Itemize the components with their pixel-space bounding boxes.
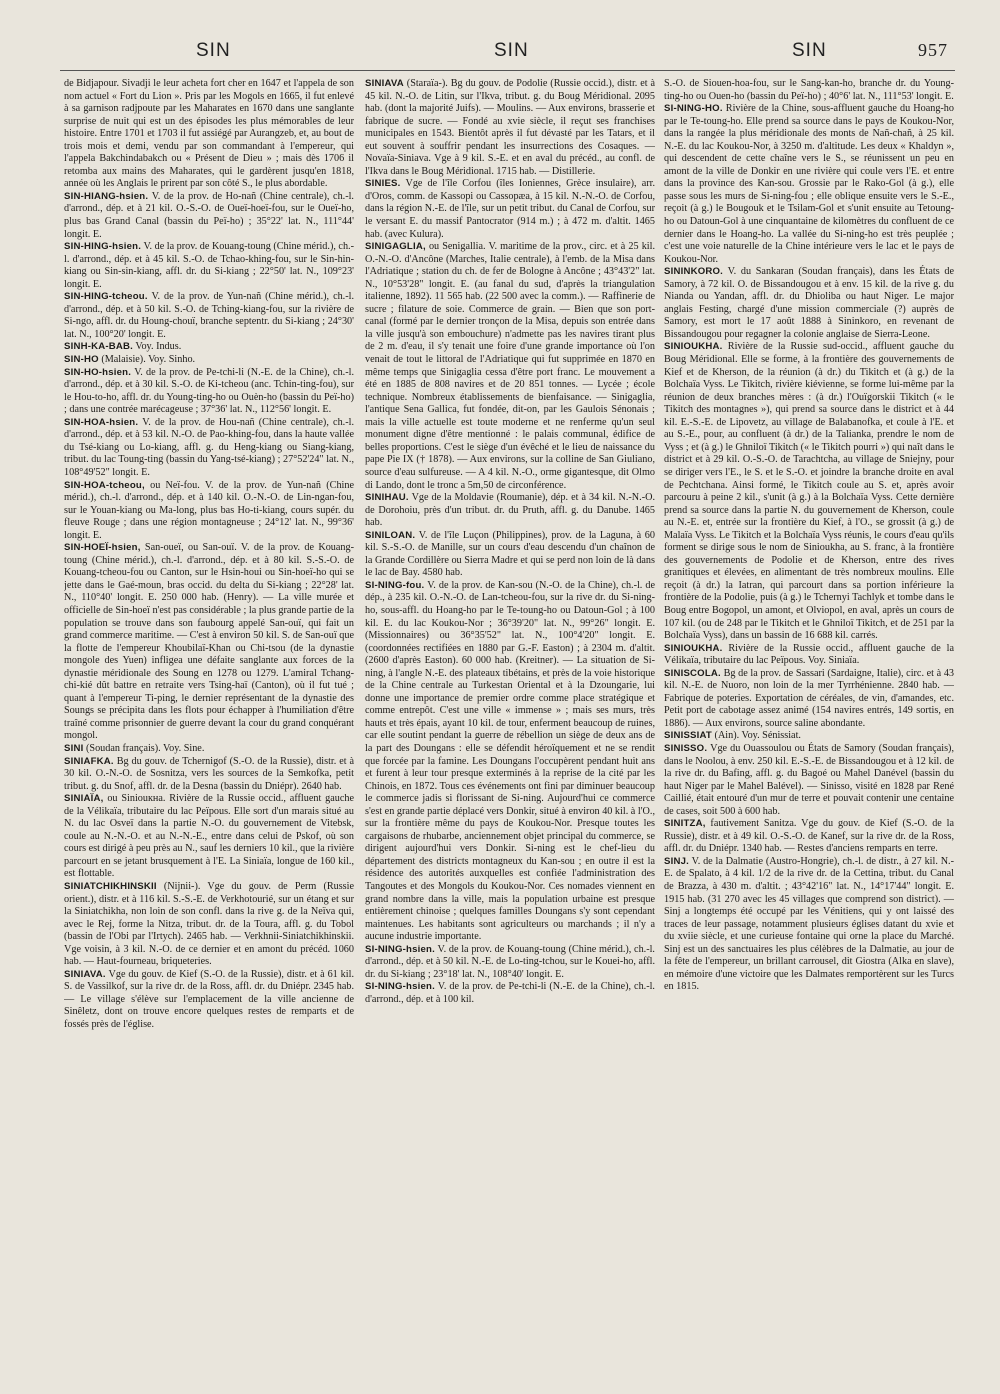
entry-text: V. de la prov. de Kouang-toung (Chine mérid.), ch.-l. d'arrond., dép. et à 45 kil. S.-O. de Tchao-khing-fou, sur le Sin-hin-kiang ou Sin-sin-kiang, affl. dr. du Si-kiang ; 22°50' lat. N., 109°23' longit. E.: [64, 241, 354, 290]
entry-text: V. de l'île Luçon (Philippines), prov. de la Laguna, à 60 kil. S.-S.-O. de Manille, sur un cours d'eau descendu d'un chaînon de la Grande Cordillère ou Sierra Madre et qui se perd non loin de là dans le lac de Bay. 4580 hab.: [365, 529, 655, 579]
entry-headword: SI-NING-HO.: [664, 103, 723, 115]
entry-text: Vge de la Moldavie (Roumanie), dép. et à 34 kil. N.-N.-O. de Dorohoiu, près d'un tribut. dr. du Pruth, affl. g. du Danube. 1465 hab.: [365, 492, 655, 529]
entry-text: V. de la prov. de Kan-sou (N.-O. de la Chine), ch.-l. de dép., à 235 kil. O.-N.-O. de Lan-tcheou-fou, sur la rive dr. du Si-ning-ho, sous-affl. du Hoang-ho par le Te-toung-ho ou Datoun-Gol ; à 100 kil. E. du lac Koukou-Nor ; 36°39'20" lat. N., 99°26" longit. E. (Missionnaires) ou 36°35'52" lat. N., 100°4'20" longit. E. (coordonnées rectifiées en 1880 par G.-F. Easton) ; à 2304 m. d'altit. (2600 d'après Easton). 60 000 hab. (Kreitner). — La situation de Si-ning, à l'angle N.-E. des plateaux tibétains, et près de la voie historique de la Chine centrale au Turkestan Oriental et à la Dzoungarie, lui donne une importance de premier ordre comme place stratégique et comme entrepôt. C'est une ville « immense » ; mais ses murs, très hauts et très épais, ayant 10 kil. de tour, enferment beaucoup de ruines, car elle soutint pendant la guerre de rébellion un siège de deux ans de la part des Doungans : elle se défendit héroïquement et ne se rendit que forcée par la famine. Les Doungans l'occupèrent pendant huit ans et furent à leur tour presque exterminés à la reprise de la cité par les Chinois, en 1872. Tous ces événements ont fini par diminuer beaucoup le commerce jadis si florissant de Si-ning. Aujourd'hui ce commerce s'est en grande partie déplacé vers Donkir, situé à environ 40 kil. à l'O., sur la frontière même du pays de Koukou-Nor. Presque toutes les cargaisons de rhubarbe, anciennement objet principal du commerce, se dirigent aujourd'hui vers Donkir. Si-ning est le chef-lieu du département des districts montagneux du Kan-sou ; en outre il est la résidence des autorités auxquelles est confiée l'administration des Tangoutes et des Mongols du Koukou-Nor. Ces nomades viennent en grand nombre dans la ville, mais la population urbaine est presque entièrement chinoise ; quelques familles Doungans s'y sont cependant maintenues. Les habitants sont agriculteurs ou marchands ; il n'y a aucune industrie importante.: [365, 579, 655, 943]
dictionary-entry: [64, 291, 354, 341]
entry-headword: SINIOUKHA.: [664, 642, 723, 654]
entry-headword: SINH-KA-BAB.: [64, 341, 134, 353]
entry-text: V. de la prov. de Hou-nañ (Chine centrale), ch.-l. d'arrond., dép. et à 53 kil. N.-O. de Pao-khing-fou, dans la haute vallée du Tsé-kiang ou Lo-kiang, affl. g. du Heng-kiang ou Siang-kiang, tribut. du lac Toung-ting (bassin du Yang-tsé-kiang) ; 27°52'24" lat. N., 108°49'52" longit. E.: [64, 416, 354, 478]
dictionary-entry: [365, 530, 655, 580]
entry-text: Rivière de la Chine, sous-affluent gauche du Hoang-ho par le Te-toung-ho. Elle prend sa source dans le pays de Koukou-Nor, dans la rangée la plus méridionale des monts de Nañ-chañ, à 25 kil. N.-E. du lac Koukou-Nor, à 3250 m. d'altitude. Les deux « Khaldyn », qui descendent de cette chaîne vers le S., se réunissent un peu en amont de la ville de Donkir en une rivière qui coule vers l'E. et entre dans la province des Kan-sou. Grossie par le Rako-Gol (à g.), elle passe sous les murs de Si-ning-fou ; elle oblique ensuite vers le S.-E., reçoit (à g.) le Bougouk et le Tsilam-Gol et s'unit ensuite au Tetoung-ho ou Datoun-Gol à une cinquantaine de kilomètres du confluent de ce dernier dans le Hoang-ho. La vallée du Si-ning-ho est très peuplée ; c'est une voie naturelle de la Chine intérieure vers le lac et le pays de Koukou-Nor.: [664, 103, 954, 265]
entry-headword: SINIES.: [365, 178, 401, 190]
entry-headword: SINILOAN.: [365, 529, 416, 541]
entry-headword: SI-NING-fou.: [365, 579, 425, 591]
entry-text: Bg du gouv. de Tchernigof (S.-O. de la Russie), distr. et à 30 kil. O.-N.-O. de Sosnitza, vers les sources de la Semkofka, petit tribut. g. du Snof, affl. dr. de la Desna (bassin du Dniépr). 2640 hab.: [64, 755, 354, 792]
dictionary-entry: [664, 856, 954, 994]
entry-headword: SIN-HOA-hsien.: [64, 416, 139, 428]
dictionary-entry: [64, 969, 354, 1032]
dictionary-entry: [365, 944, 655, 982]
dictionary-entry: [64, 191, 354, 241]
entry-headword: SINIAVA.: [64, 968, 106, 980]
entry-text: ou Senigallia. V. maritime de la prov., circ. et à 25 kil. O.-N.-O. d'Ancône (Marches, Italie centrale), à l'emb. de la Misa dans l'Adriatique ; station du ch. de fer de Bologne à Ancône ; 43°43'2" lat. N., 10°53'28" longit. E. (au fanal du sud, d'après la triangulation italienne, 1892). 11 565 hab. (22 500 avec la comm.). — Raffinerie de sucre ; filature de soie. Commerce de grain. — Bien que son port-canal (formé par le dernier tronçon de la Misa, depuis son entrée dans la ville jusqu'à son embouchure) n'admette pas les navires tirant plus de 2 m. d'eau, il s'y tenait une foire d'une grande importance où l'on venait de tout le littoral de l'Adriatique qui fut supprimée en 1870 en même temps que Sinigaglia cessa d'être port franc. Le mouvement a été en 1885 de 808 navires et de 20 851 tonnes. — Lycée ; école technique. Nombreux établissements de bienfaisance. — Sinigaglia, l'antique Sena Gallica, fut fondée, dit-on, par les Gaulois Sénonais ; mais la ville actuelle est toute moderne et ne renferme qu'un seul monument digne d'être mentionné : le palais communal, édifice de belles proportions. C'est le siège d'un évêché et le lieu de naissance du pape Pie IX († 1878). — Aux environs, sur la colline de San Giuliano, source d'eau sulfureuse. — A 4 kil. N.-O., orme gigantesque, dit Olmo di Lando, dont le tronc a 5m,50 de circonférence.: [365, 241, 655, 491]
page-number: 957: [918, 40, 948, 60]
dictionary-entry: [64, 793, 354, 881]
entry-text: V. de la prov. de Pe-tchi-li (N.-E. de la Chine), ch.-l. d'arrond., dép. et à 100 kil.: [365, 981, 655, 1005]
dictionary-entry: [64, 367, 354, 417]
entry-headword: SINISSO.: [664, 742, 708, 754]
column-2: [365, 78, 655, 1374]
dictionary-entry: [365, 580, 655, 944]
dictionary-entry: [664, 266, 954, 341]
entry-text: (Soudan français). Voy. Sine.: [86, 742, 205, 754]
entry-headword: SI-NING-hsien.: [365, 943, 435, 955]
dictionary-entry: [664, 743, 954, 818]
entry-headword: SINITZA,: [664, 818, 706, 830]
dictionary-entry: [664, 643, 954, 668]
dictionary-entry: [365, 241, 655, 492]
entry-text: V. de la prov. de Pe-tchi-li (N.-E. de la Chine), ch.-l. d'arrond., dép. et à 30 kil. S.-O. de Ki-tcheou (anc. Tchin-ting-fou), sur le Hou-to-ho, affl. dr. du Young-ting-ho ou Ouèn-ho (bassin du Peï-ho) ; dans une contrée marécageuse ; 37°36' lat. N., 112°56' longit. E.: [64, 366, 354, 416]
dictionary-entry: [664, 818, 954, 856]
entry-headword: SINISCOLA.: [664, 667, 721, 679]
dictionary-entry: [64, 881, 354, 969]
dictionary-entry: [664, 668, 954, 731]
entry-headword: SIN-HO-hsien.: [64, 366, 132, 378]
dictionary-entry: [365, 492, 655, 530]
dictionary-entry: [664, 730, 954, 743]
dictionary-entry: [365, 178, 655, 241]
entry-text: V. de la prov. de Kouang-toung (Chine mérid.), ch.-l. d'arrond., dép. et à 50 kil. N.-E. de Lo-ting-tchou, sur le Kouei-ho, affl. dr. du Si-kiang ; 23°18' lat. N., 108°40' longit. E.: [365, 943, 655, 980]
entry-headword: SINIAFKA.: [64, 755, 114, 767]
dictionary-entry: [64, 241, 354, 291]
entry-text: (Malaisie). Voy. Sinho.: [101, 354, 196, 366]
entry-text: ou Siniouкна. Rivière de la Russie occid., affluent gauche de la Vélikaïa, tributaire du lac Peïpous. Elle sort d'un marais situé au N. du lac Osveï dans la partie N.-O. du gouvernement de Vitebsk, coule au N.-N.-O. et au N.-N.-E., entre dans celui de Pskof, où son cours est dirigé à peu près au N., sauf les derniers 10 kil., que la rivière parcourt en se jetant brusquement à l'E. La Siniaïa, longue de 160 kil., est flottable.: [64, 793, 354, 880]
entry-text: V. de la Dalmatie (Austro-Hongrie), ch.-l. de distr., à 27 kil. N.-E. de Spalato, à 4 kil. 1/2 de la rive dr. de la Cettina, tribut. du Canal de Brazza, à 430 m. d'altit. ; 43°42'16" lat. N., 14°17'44" longit. E. 1915 hab. (31 270 avec les 45 villages que comprend son district). — Sinj a longtemps été occupé par les Vénitiens, qui y ont laissé des traces de leur passage, notamment plusieurs églises datant du xvie et du xviie siècle, et une curieuse fontaine qui orne la place du Marché. Sinj est un des sanctuaires les plus célèbres de la Dalmatie, au jour de la fête de l'empereur, un brillant carrousel, dit Giostra (Alka en slave), en mémoire d'une victoire que les Dalmates remportèrent sur les Turcs en 1815.: [664, 855, 954, 993]
dictionary-entry: [64, 480, 354, 543]
entry-text: (Staraïa-). Bg du gouv. de Podolie (Russie occid.), distr. et à 45 kil. N.-O. de Litin, sur l'Ikva, tribut. g. du Boug Méridional. 2095 hab. (dont la majorité Juifs). — Moulins. — Aux environs, brasserie et fabrique de sucre. — Fondé au xvie siècle, il reçut ses franchises municipales en 1543. Bientôt après il fut dévasté par les Tatars, et il eut souvent à souffrir pendant les insurrections des Cosaques. — Novaïa-Siniava. Vge à 9 kil. S.-E. et en aval du précéd., au confl. de l'Ikva dans le Boug Méridional. 1715 hab. — Distillerie.: [365, 78, 655, 177]
entry-text: Bg de la prov. de Sassari (Sardaigne, Italie), circ. et à 43 kil. N.-E. de Nuoro, non loin de la mer Tyrrhénienne. 2840 hab. — Fabrique de poteries. Exportation de céréales, de vin, d'amandes, etc. Petit port de cabotage assez animé (154 navires entrés, 149 sortis, en 1886). — Aux environs, source saline abondante.: [664, 667, 954, 729]
entry-text: San-oueï, ou San-ouï. V. de la prov. de Kouang-toung (Chine mérid.), ch.-l. d'arrond., dép. et à 80 kil. S.-S.-O. de Kouang-tcheou-fou ou Canton, sur le Hsin-houi ou Sin-hoeï-ho qui se jette dans le Gaé-moun, bras occid. du delta du Si-kiang ; 22°28' lat. N., 110°40' longit. E. 250 000 hab. (Henry). — La ville murée et officielle de Sin-hoeï n'est pas considérable ; la plus grande partie de la population se trouve dans son faubourg appelé San-ouï, qui fait un grand commerce maritime. — C'est à environ 50 kil. S. de San-ouï que la flotte de l'empereur Khoubilaï-Khan ou Chi-tsou (de la dynastie mongole des Yuen) infligea une défaite sanglante aux forces de la dynastie méridionale des Soung en 1278 ou 1279. L'amiral Tchang-chi-kié dût battre en retraite vers Tsing-haï (Canton), où il fut tué ; quant à l'empereur Ti-ping, le dernier représentant de la dynastie des Soungs se précipita dans les flots pour échapper à l'humiliation d'être traîné comme prisonnier de guerre devant la cour du grand conquérant mongol.: [64, 542, 354, 742]
entry-text: ou Neï-fou. V. de la prov. de Yun-nañ (Chine mérid.), ch.-l. d'arrond., dép. et à 140 kil. O.-N.-O. de Lin-ngan-fou, sur le Youan-kiang ou Ma-long, plus bas Ho-ti-kiang, cours supér. du fleuve Rouge ; dans une région montagneuse ; 24°12' lat. N., 99°36' longit. E.: [64, 479, 354, 541]
dictionary-entry: [64, 756, 354, 794]
dictionary-entry: [365, 78, 655, 178]
dictionary-entry: [64, 417, 354, 480]
entry-text: Voy. Indus.: [135, 341, 182, 353]
entry-text: Vge de l'île Corfou (îles Ioniennes, Grèce insulaire), arr. d'Oros, comm. de Kassopi ou Cassopæa, à 15 kil. N.-N.-O. de Corfou, dans la région N.-E. de l'île, sur un petit tribut. du Canal de Corfou, sur le versant E. du massif Pantocrator (914 m.) ; à 472 m. d'altit. 1465 hab. (avec Kulura).: [365, 178, 655, 240]
dictionary-entry: [64, 354, 354, 367]
entry-headword: SIN-HOA-tcheou,: [64, 479, 145, 491]
running-header: [0, 40, 1000, 74]
entry-headword: SINIOUKHA.: [664, 341, 723, 353]
entry-headword: SINJ.: [664, 855, 689, 867]
dictionary-entry: [664, 78, 954, 103]
dictionary-entry: [365, 981, 655, 1006]
entry-headword: SIN-HO: [64, 354, 99, 366]
entry-headword: SINIHAU.: [365, 492, 409, 504]
entry-headword: SIN-HOEÏ-hsien,: [64, 542, 141, 554]
entry-text: Vge du Ouassoulou ou États de Samory (Soudan français), dans le Noolou, à env. 250 kil. E.-S.-E. de Bissandougou et à 12 kil. de la rive dr. du Bafing, affl. g. du Bagoé ou Mahel Danével (bassin du haut Niger par le Mahel Balével). — Sinisso, visité en 1828 par René Caillié, était entouré d'un mur de terre et pouvait contenir une centaine de cases, soit 500 à 600 hab.: [664, 742, 954, 817]
dictionary-entry: [64, 743, 354, 756]
entry-headword: SINIATCHIKHINSKII: [64, 881, 157, 892]
dictionary-entry: [664, 103, 954, 266]
entry-headword: SINI: [64, 742, 84, 754]
entry-text: (Ain). Voy. Sénissiat.: [714, 730, 801, 742]
entry-headword: SININKORO.: [664, 266, 724, 278]
entry-text: V. de la prov. de Ho-nañ (Chine centrale), ch.-l. d'arrond., dép. et à 21 kil. O.-S.-O. de Oueï-hoeï-fou, sur le Oueï-ho, plus bas Grand Canal (bassin du Peï-ho) ; 35°22' lat. N., 111°44' longit. E.: [64, 190, 354, 240]
entry-text: S.-O. de Siouen-hoa-fou, sur le Sang-kan-ho, branche dr. du Young-ting-ho ou Ouen-ho (bassin du Peï-ho) ; 40°6' lat. N., 111°53' longit. E.: [664, 78, 954, 102]
entry-text: de Bidjapour. Sivadji le leur acheta fort cher en 1647 et l'appela de son nom actuel « Fort du Lion ». Pris par les Mogols en 1665, il fut enlevé à sa garnison radjpoute par les Maharates en 1670 dans une sanglante surprise de nuit qui est un des épisodes les plus mémorables de leur histoire. Entre 1701 et 1703 il fut assiégé par Aurangzeb, et, au bout de trois mois et demi, vendu par son commandant à l'empereur, qui l'appela Bakchindabakch ou « Présent de Dieu » ; mais dès 1706 il retomba aux mains des Maharates, qui le gardèrent jusqu'en 1818, année où les Anglais le prirent par son côté S., le plus abordable.: [64, 78, 354, 190]
entry-headword: SINIGAGLIA,: [365, 241, 426, 253]
entry-headword: SIN-HIANG-hsien.: [64, 190, 149, 202]
entry-text: V. du Sankaran (Soudan français), dans les États de Samory, à 72 kil. O. de Bissandougou et à env. 15 kil. de la rive g. du Nianda ou Yandan, affl. dr. du Dhioliba ou haut Niger. Le major anglais Festing, chargé d'une mission commerciale (?) auprès de Samory, est mort le 17 août 1888 à Sininkoro, en revenant de Bissandougou pour regagner la colonie anglaise de Sierra-Leone.: [664, 266, 954, 340]
dictionary-entry: [64, 542, 354, 743]
entry-text: (Nijnii-). Vge du gouv. de Perm (Russie orient.), distr. et à 116 kil. S.-S.-E. de Verkhotourié, sur un étang et sur la Siniatchikha, non loin de son confl. dans la rive g. de la Neïva qui, avec le Rej, forme la Nitza, tribut. dr. de la Toura, affl. g. du Tobol (bassin de l'Obi par l'Irtych). 2465 hab. — Verkhnii-Siniatchikhinskii. Vge voisin, à 3 kil. N.-O. de ce dernier et en amont du précéd. 1060 hab. — Haut-fourneau, briqueteries.: [64, 881, 354, 968]
entry-headword: SIN-HING-hsien.: [64, 241, 142, 253]
header-center-word: SIN: [494, 40, 529, 61]
entry-headword: SIN-HING-tcheou.: [64, 291, 148, 303]
column-3: [664, 78, 954, 1374]
entry-text: Vge du gouv. de Kief (S.-O. de la Russie), distr. et à 61 kil. S. de Vassilkof, sur la rive dr. de la Ross, affl. dr. du Dniépr. 2345 hab. — Le village s'élève sur l'emplacement de la ville ancienne de Sinêletz, dont on trouve encore quelques restes de remparts et de fossés près de l'église.: [64, 968, 354, 1031]
header-left-word: SIN: [196, 40, 231, 61]
entry-headword: SINISSIAT: [664, 730, 712, 742]
entry-headword: SINIAVA: [365, 78, 404, 89]
entry-text: Rivière de la Russie sud-occid., affluent gauche du Boug Méridional. Elle se forme, à la frontière des gouvernements de Kief et de Kherson, de la réunion (à dr.) du Tikitch et (à g.) de la Bolchaïa Vyss. Le Tikitch, rivière kiévienne, se forme lui-même par la réunion de deux branches mères : (à dr.) l'Ouïgorskii Tikitch (« le Tikitch des montagnes »), qui prend sa source dans le district et à 44 kil. E.-S.-E. de Lipovetz, au village de Balabanofka, et coule à l'E. et au S.-E., pour, au confluent (à dr.) de la Talianka, prendre le nom de Vyss ; et (à g.) le Ghniloï Tikitch (« le Tikitch pourri ») qui naît dans le district et à 29 kil. O.-S.-O. de Tarachtcha, au village de Sniejny, pour se diriger vers l'E., le S. et le S.-O. et joindre la branche droite en aval de Pechtchana. Ainsi formé, le Tikitch coule au S. et, après avoir parcouru à peine 2 kil., s'unit (à g.) à la Bolchaïa Vyss. Cette dernière prend sa source dans la partie N. du gouvernement de Kherson, coule au N.-E. et, entrée sur la frontière du Kief, à l'O., se grossit (à g.) de Malaïa Vyss. Le Tikitch et la Bolchaïa Vyss réunis, le cours d'eau qu'ils forment se dirige sous le nom de Sinioukha, au S. franc, à la frontière des gouvernements de Podolie et de Kherson, entre des rives granitiques et élevées, en alimentant de très nombreux moulins. Elle reçoit (à dr.) la Iatran, qui parcourt dans sa portion inférieure la frontière de la Podolie, puis (à g.) le Tchernyi Tachlyk et tombe dans le Boug entre Bogopol, un amont, et Olviopol, en aval, après un cours de 107 kil. (ou de 248 par le Tikitch et le Ghniloï Tikitch, et de 251 par la Bolchaïa Vyss), dans un bassin de 16 688 kil. carrés.: [664, 341, 954, 642]
entry-text: fautivement Sanitza. Vge du gouv. de Kief (S.-O. de la Russie), distr. et à 49 kil. O.-S.-O. de Kanef, sur la rive dr. de la Ross, affl. dr. du Dniépr. 1340 hab. — Restes d'anciens remparts en terre.: [664, 818, 954, 855]
column-1: [64, 78, 354, 1374]
entry-text: V. de la prov. de Yun-nañ (Chine mérid.), ch.-l. d'arrond., dép. et à 50 kil. S.-O. de Tching-kiang-fou, sur la rivière de Si-ngo, affl. dr. du Houng-chouï, branche septentr. du Si-kiang ; 24°30' lat. N., 100°20' longit. E.: [64, 291, 354, 340]
entry-headword: SINIAÏA,: [64, 793, 104, 805]
entry-headword: SI-NING-hsien.: [365, 981, 435, 993]
dictionary-entry: [64, 78, 354, 191]
header-right-word: SIN: [792, 40, 827, 61]
dictionary-entry: [664, 341, 954, 642]
dictionary-entry: [64, 341, 354, 354]
header-rule: [60, 70, 955, 71]
entry-text: Rivière de la Russie occid., affluent gauche de la Vélikaïa, tributaire du lac Peïpous. Voy. Siniaïa.: [664, 642, 954, 667]
